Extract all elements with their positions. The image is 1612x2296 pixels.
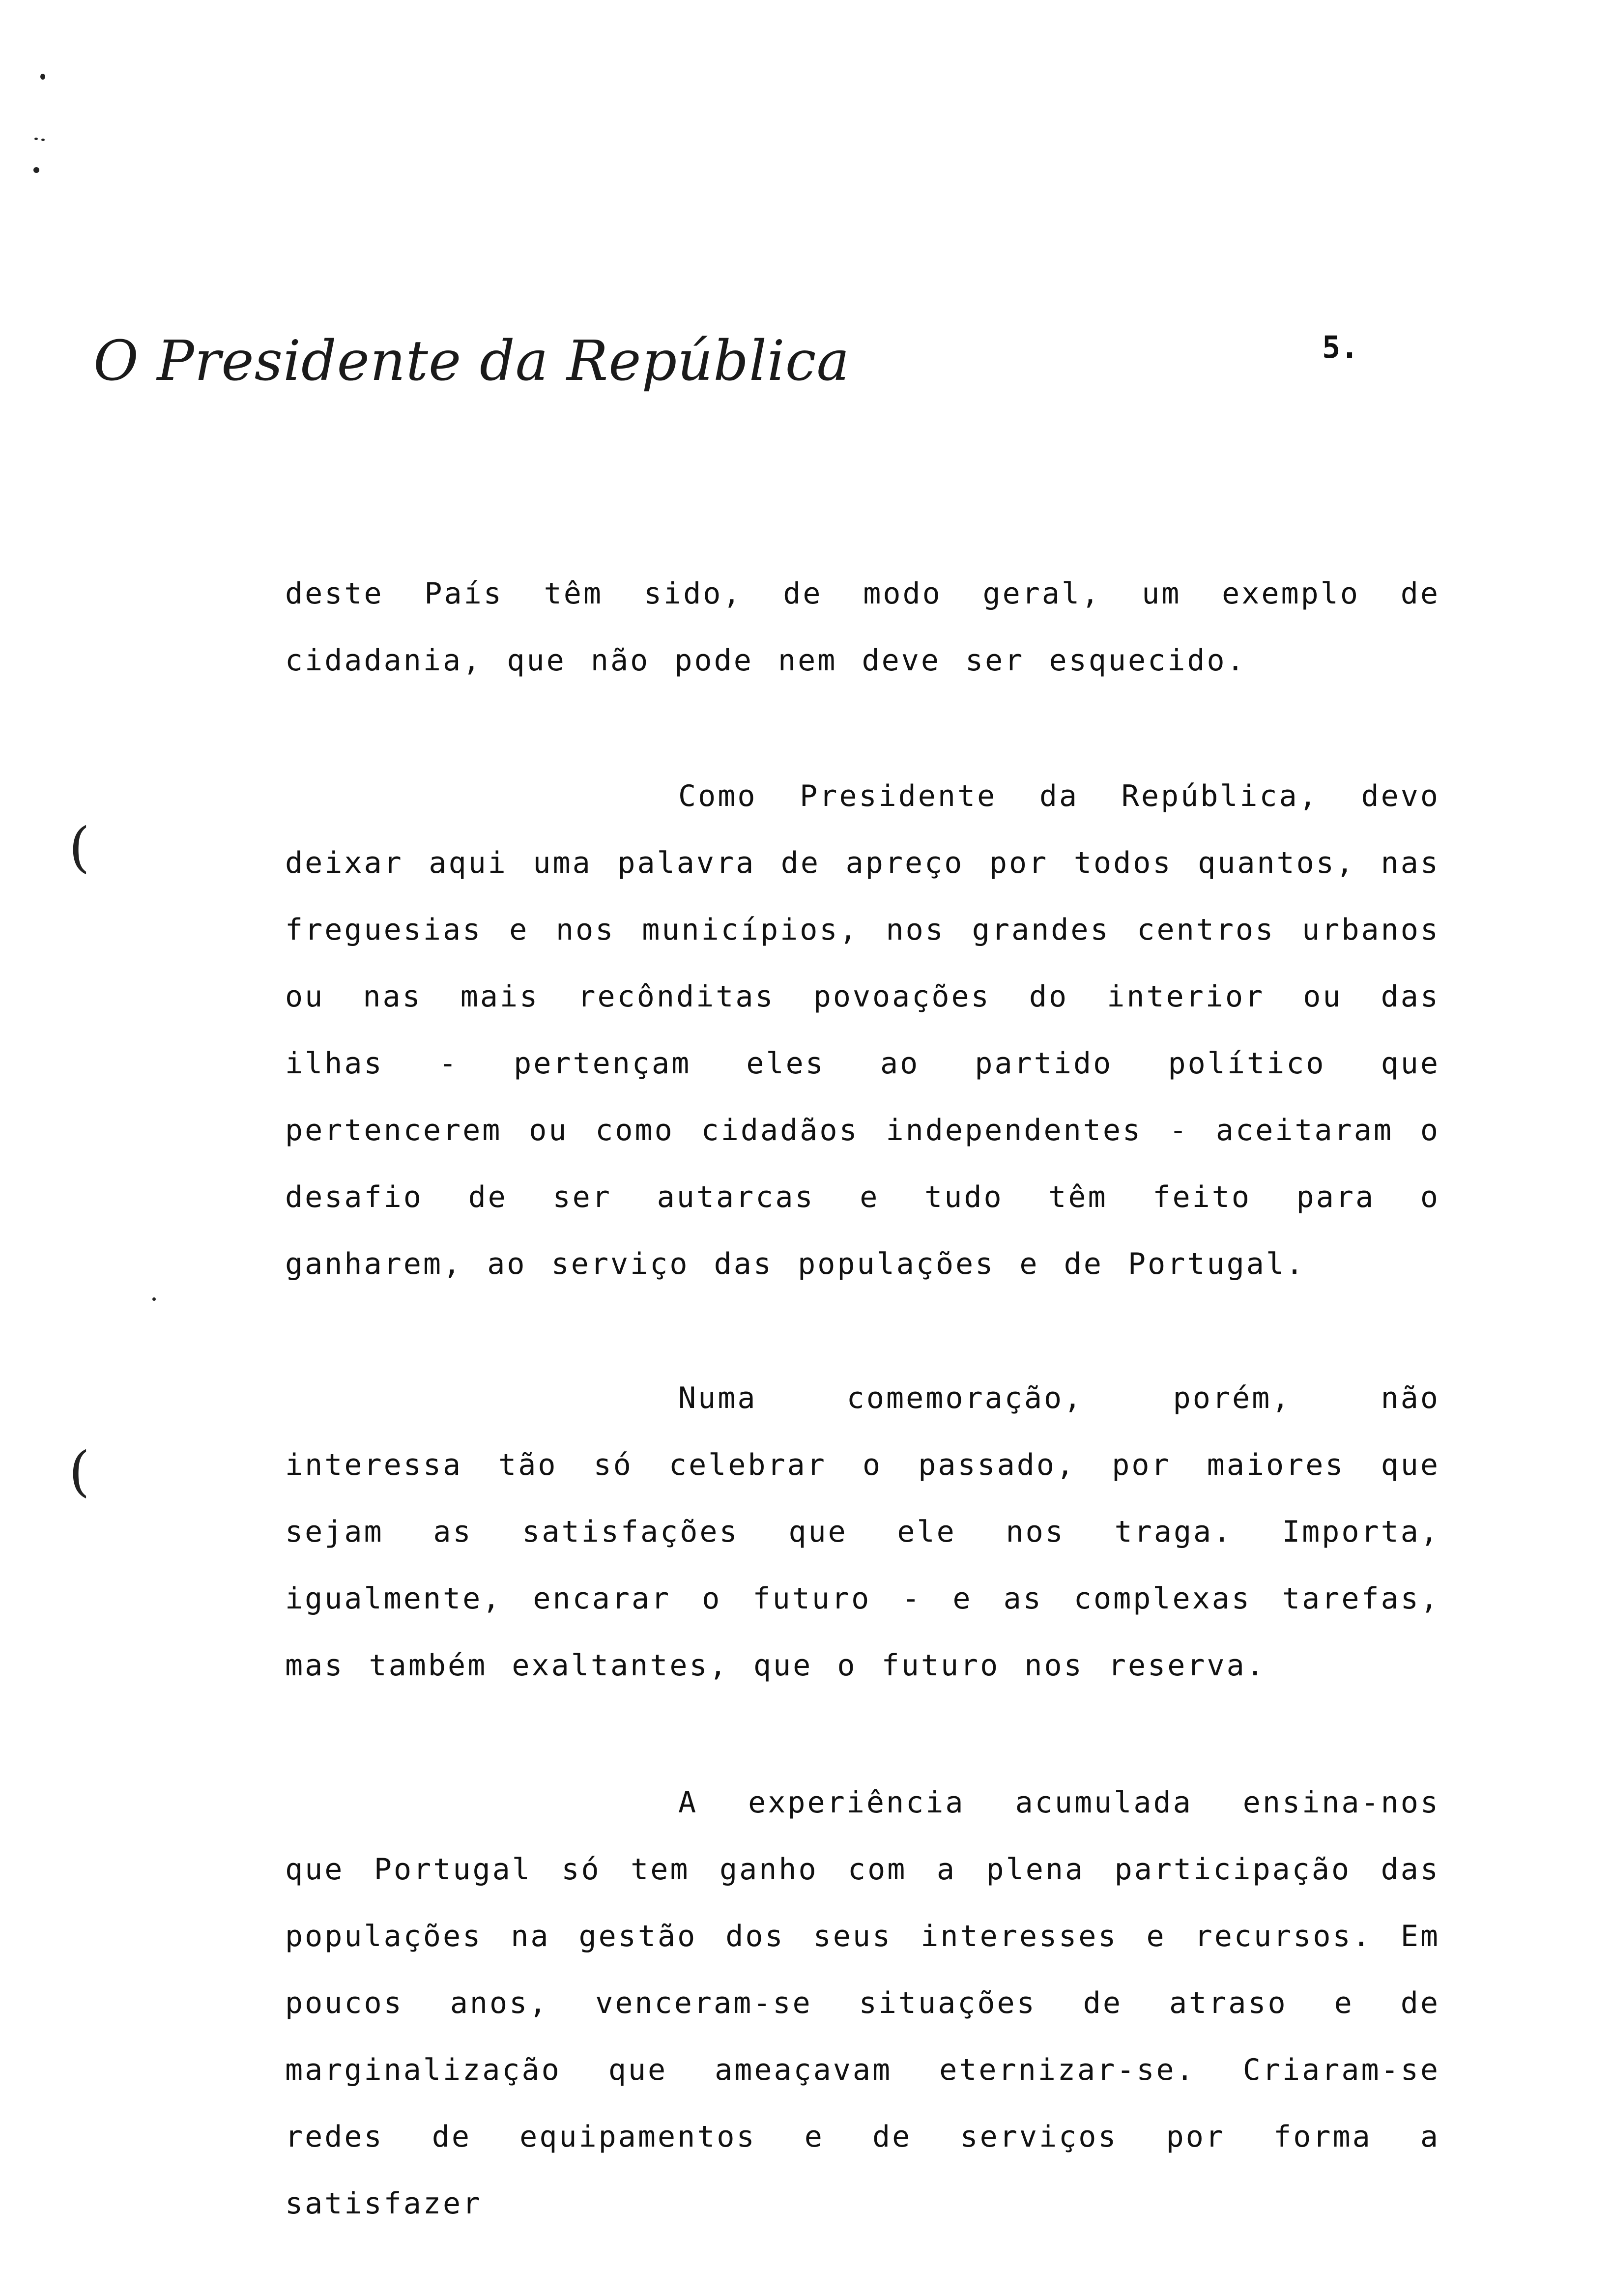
page-number: 5.	[1322, 329, 1359, 365]
margin-speck	[41, 139, 45, 141]
letterhead: O Presidente da República	[93, 329, 850, 393]
paragraph	[285, 763, 1440, 1297]
paragraph-text: A experiência acumulada ensina-nos que Portugal só tem ganho com a plena participação das populações na gestão dos seus interesses e recursos. Em poucos anos, venceram-se situações de atraso e de marginalização que ameaçavam eternizar-se. Criaram-se redes de equipamentos e de serviços por forma a satisfazer	[285, 1785, 1440, 2221]
paragraph-text: Como Presidente da República, devo deixar aqui uma palavra de apreço por todos quantos, nas freguesias e nos municípios, nos grandes centros urbanos ou nas mais recônditas povoações do interior ou das ilhas - pertençam eles ao partido político que pertencerem ou como cidadãos independentes - aceitaram o desafio de ser autarcas e tudo têm feito para o ganharem, ao serviço das populações e de Portugal.	[285, 779, 1440, 1281]
margin-speck	[40, 74, 45, 80]
margin-speck	[152, 1297, 156, 1301]
margin-speck	[33, 167, 39, 173]
paragraph	[285, 1365, 1440, 1699]
paragraph	[285, 560, 1440, 694]
paragraph	[285, 1769, 1440, 2237]
paragraph-text: deste País têm sido, de modo geral, um exemplo de cidadania, que não pode nem deve ser esquecido.	[285, 576, 1440, 678]
paragraph-text: Numa comemoração, porém, não interessa tão só celebrar o passado, por maiores que sejam as satisfações que ele nos traga. Importa, igualmente, encarar o futuro - e as complexas tarefas, mas também exaltantes, que o futuro nos reserva.	[285, 1381, 1440, 1683]
binder-hole-mark: (	[69, 816, 90, 879]
binder-hole-mark: (	[69, 1440, 90, 1503]
margin-speck	[34, 138, 38, 140]
